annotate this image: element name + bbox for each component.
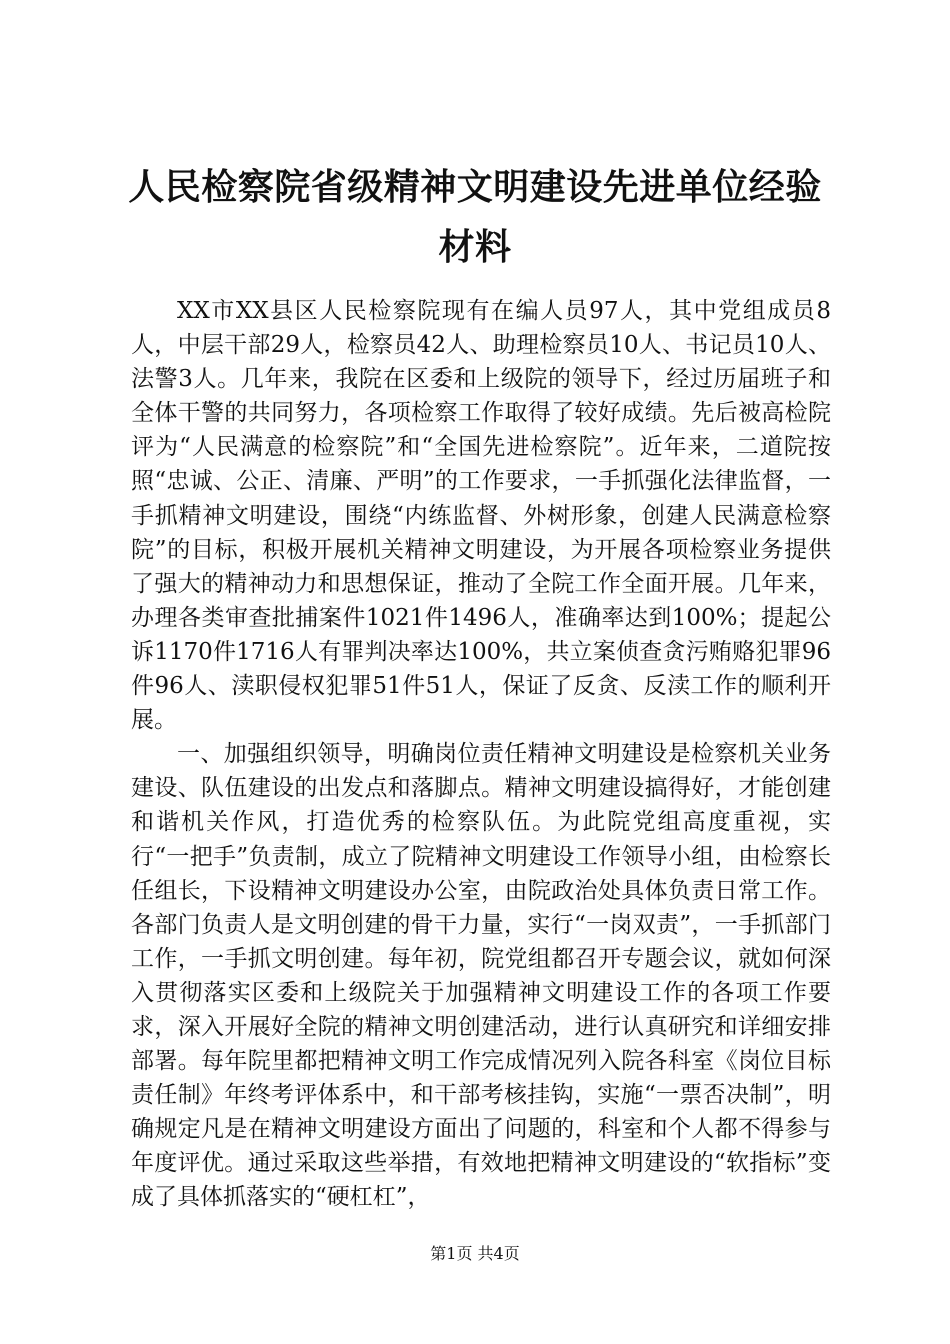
document-body [131,294,831,1215]
body-paragraph: 一、加强组织领导，明确岗位责任精神文明建设是检察机关业务建设、队伍建设的出发点和落脚点。精神文明建设搞得好，才能创建和谐机关作风，打造优秀的检察队伍。为此院党组高度重视，实行“一把手”负责制，成立了院精神文明建设工作领导小组，由检察长任组长，下设精神文明建设办公室，由院政治处具体负责日常工作。各部门负责人是文明创建的骨干力量，实行“一岗双责”，一手抓部门工作，一手抓文明创建。每年初，院党组都召开专题会议，就如何深入贯彻落实区委和上级院关于加强精神文明建设工作的各项工作要求，深入开展好全院的精神文明创建活动，进行认真研究和详细安排部署。每年院里都把精神文明工作完成情况列入院各科室《岗位目标责任制》年终考评体系中，和干部考核挂钩，实施“一票否决制”，明确规定凡是在精神文明建设方面出了问题的，科室和个人都不得参与年度评优。通过采取这些举措，有效地把精神文明建设的“软指标”变成了具体抓落实的“硬杠杠”， [131,741,831,1211]
document-title: 人民检察院省级精神文明建设先进单位经验材料 [128,167,822,268]
body-paragraph: XX市XX县区人民检察院现有在编人员97人，其中党组成员8人，中层干部29人，检察员42人、助理检察员10人、书记员10人、法警3人。几年来，我院在区委和上级院的领导下，经过历届班子和全体干警的共同努力，各项检察工作取得了较好成绩。先后被高检院评为“人民满意的检察院”和“全国先进检察院”。近年来，二道院按照“忠诚、公正、清廉、严明”的工作要求，一手抓强化法律监督，一手抓精神文明建设，围绕“内练监督、外树形象，创建人民满意检察院”的目标，积极开展机关精神文明建设，为开展各项检察业务提供了强大的精神动力和思想保证，推动了全院工作全面开展。几年来，办理各类审查批捕案件1021件1496人，准确率达到100%；提起公诉1170件1716人有罪判决率达100%，共立案侦查贪污贿赂犯罪96件96人、渎职侵权犯罪51件51人，保证了反贪、反渎工作的顺利开展。 [131,298,831,734]
page-number-footer: 第1页 共4页 [430,1244,520,1263]
